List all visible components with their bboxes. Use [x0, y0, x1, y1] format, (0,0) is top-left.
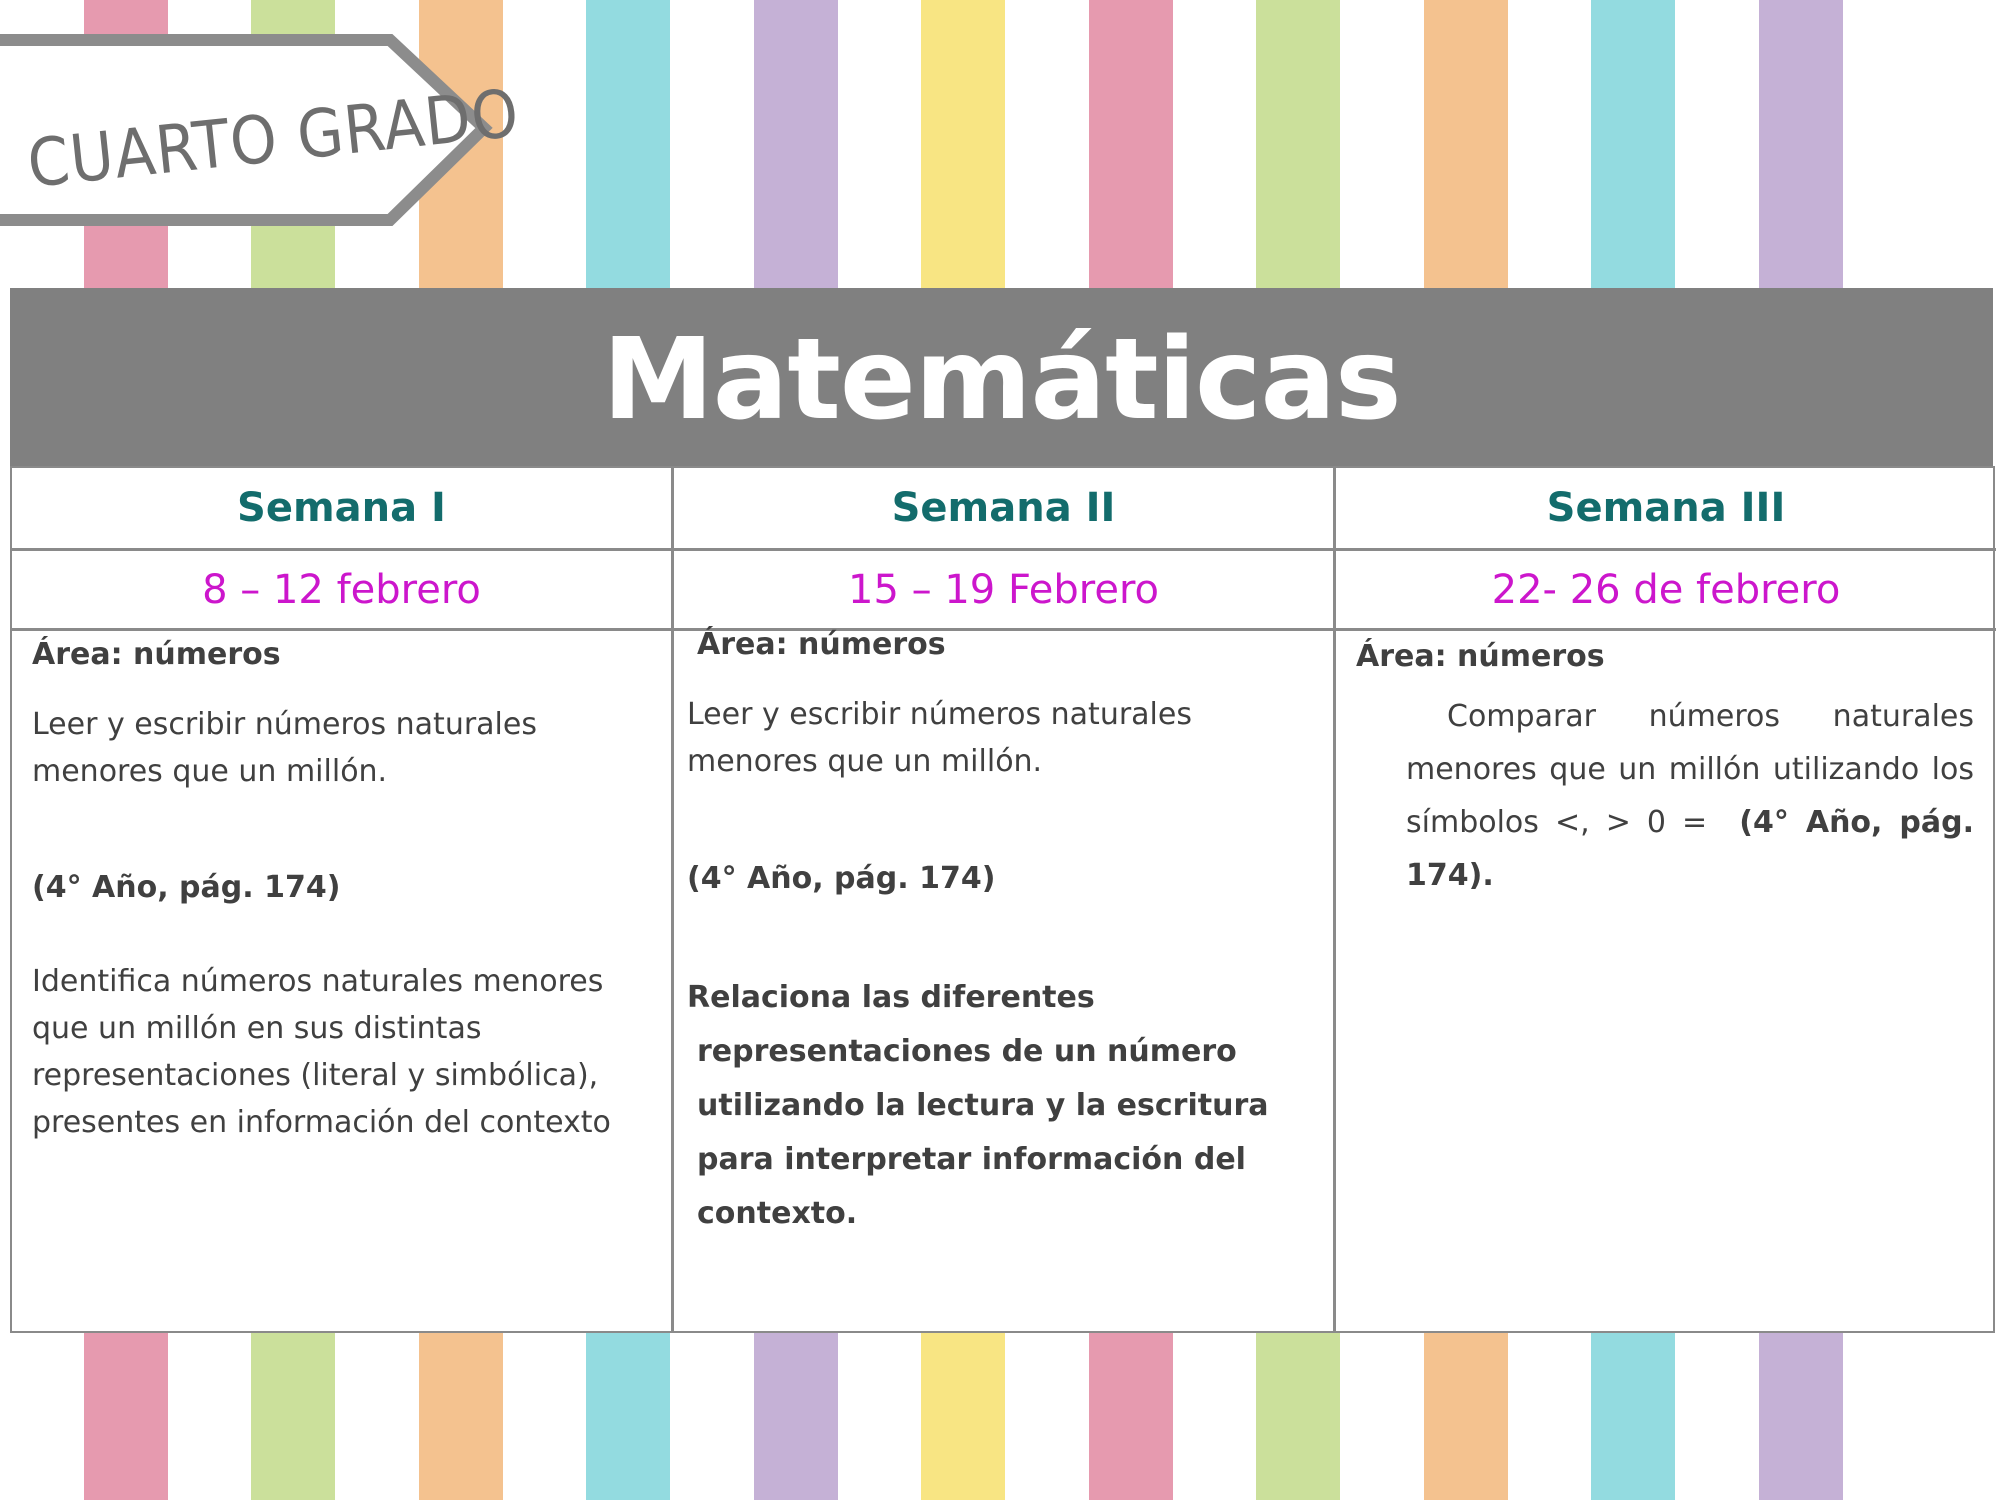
page-title: Matemáticas — [602, 315, 1401, 445]
week-dates: 15 – 19 Febrero — [674, 551, 1333, 631]
area-label: Área: números — [32, 637, 281, 672]
week-dates: 8 – 12 febrero — [12, 551, 671, 631]
objective-text: Comparar números naturales menores que un millón utilizando los símbolos <, > 0 = — [1406, 699, 1974, 840]
week-dates: 22- 26 de febrero — [1336, 551, 1996, 631]
lesson-plan-table — [10, 288, 1993, 1331]
objective-text: Leer y escribir números naturales menores que un millón. — [32, 707, 537, 789]
week-header: Semana I — [12, 468, 671, 551]
area-label: Área: números — [697, 627, 946, 662]
week-header: Semana II — [674, 468, 1333, 551]
week-column-3 — [1333, 468, 1996, 1331]
week-column-1 — [12, 468, 671, 1331]
indicator-text: Identifica números naturales menores que un millón en sus distintas representaciones (literal y simbólica), presentes en información del contexto — [32, 964, 611, 1140]
week-column-2 — [671, 468, 1333, 1331]
indicator-text: Relaciona las diferentes representaciones de un número utilizando la lectura y la escritura para interpretar información del contexto. — [687, 980, 1269, 1231]
objective-text: Leer y escribir números naturales menores que un millón. — [687, 697, 1192, 779]
title-bar — [10, 288, 1993, 466]
grade-label: CUARTO GRADO — [23, 74, 523, 203]
reference-text: (4° Año, pág. 174) — [687, 861, 996, 896]
reference-text: (4° Año, pág. 174) — [32, 870, 341, 905]
objective-paragraph — [1406, 690, 1974, 902]
grade-tag — [0, 34, 523, 230]
area-label: Área: números — [1356, 639, 1605, 674]
week-header: Semana III — [1336, 468, 1996, 551]
weekly-grid — [10, 466, 1995, 1333]
reference-text: (4° Año, pág. 174). — [1406, 805, 1974, 893]
